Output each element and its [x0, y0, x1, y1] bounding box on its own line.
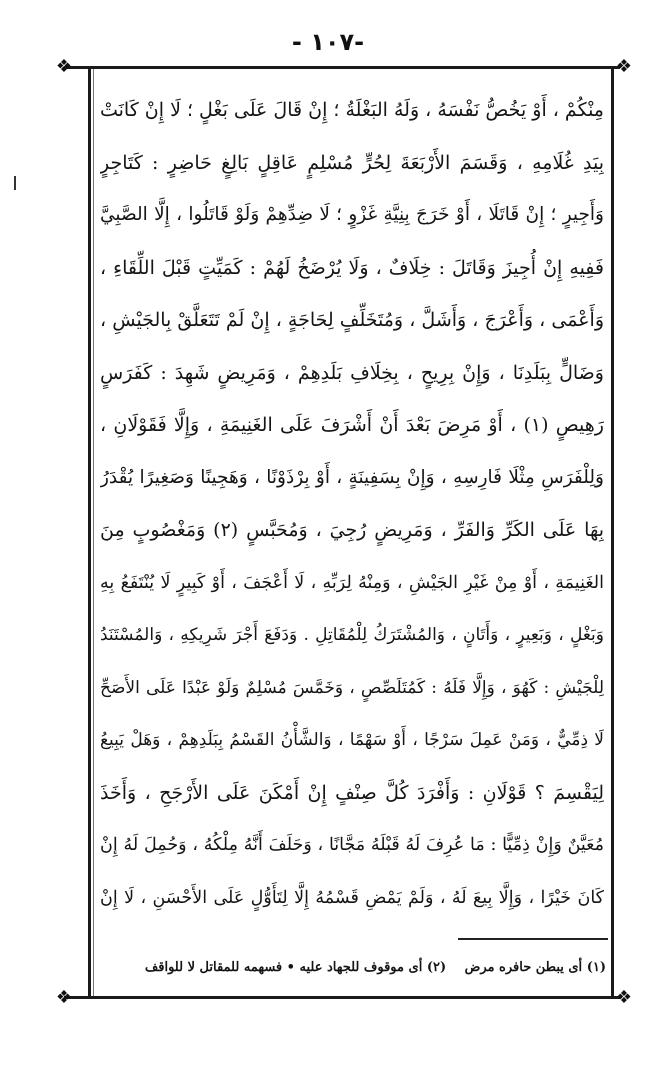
text-line: بِيَدِ غُلَامِهِ ، وَقَسَمَ الأَرْبَعَةَ لِحُرٍّ مُسْلِمٍ عَاقِلٍ بَالِغٍ حَاضِرٍ : كَتَاجِرٍ	[100, 151, 604, 174]
text-line: وَبَغْلٍ ، وَبَعِيرٍ ، وَأَتَانٍ ، وَالمُشْتَرَكُ لِلْمُقَاتِلِ . وَدَفَعَ أَجْرَ شَرِيكِهِ ، وَالمُسْتَنَدُ	[100, 625, 604, 645]
footnote-2: (٢) أى موقوف للجهاد عليه • فسهمه للمقاتل لا للواقف	[144, 960, 447, 975]
frame-bottom-rule	[64, 996, 620, 999]
text-line: لِيَقْسِمَ ؟ قَوْلَانِ : وَأَفْرَدَ كُلَّ صِنْفٍ إِنْ أَمْكَنَ عَلَى الأَرْجَحِ ، وَأَخَذَ	[100, 781, 604, 804]
corner-ornament-icon: ❖	[615, 56, 633, 77]
text-line: كَانَ خَيْرًا ، وَإِلَّا بِيعَ لَهُ ، وَلَمْ يَمْضِ قَسْمُهُ إِلَّا لِتَأَوُّلٍ عَلَى الأَحْسَنِ ، لَا إِنْ	[100, 887, 604, 908]
text-line: وَأَعْمَى ، وَأَعْرَجَ ، وَأَشَلَّ ، وَمُتَخَلِّفٍ لِحَاجَةٍ ، إِنْ لَمْ تَتَعَلَّقْ بِالجَيْشِ ،	[100, 309, 604, 331]
text-line: وَأَجِيرٍ ؛ إِنْ قَاتَلَا ، أَوْ خَرَجَ بِنِيَّةِ غَزْوٍ ؛ لَا ضِدِّهِمْ وَلَوْ قَاتَلُوا ، إِلَّا الصَّبِيَّ	[100, 204, 604, 225]
text-line: بِهَا عَلَى الكَرِّ وَالفَرِّ ، وَمَرِيضٍ رُجِيَ ، وَمُحَبَّسٍ (٢) وَمَغْصُوبٍ مِنَ	[100, 519, 604, 541]
text-line: لَا ذِمِّيٌّ ، وَمَنْ عَمِلَ سَرْجًا ، أَوْ سَهْمًا ، وَالشَّأْنُ القَسْمُ بِبَلَدِهِمْ ، وَهَلْ يَبِيعُ	[100, 730, 604, 750]
text-line: مِنْكُمْ ، أَوْ يَخُصُّ نَفْسَهُ ، وَلَهُ البَغْلَةُ ؛ إِنْ قَالَ عَلَى بَغْلٍ ؛ لَا إِنْ كَانَتْ	[100, 99, 604, 121]
text-line: الغَنِيمَةِ ، أَوْ مِنْ غَيْرِ الجَيْشِ ، وَمِنْهُ لِرَبِّهِ ، لَا أَعْجَفَ ، أَوْ كَبِيرٍ لَا يُنْتَفَعُ بِهِ	[100, 572, 604, 593]
frame-top-rule	[64, 66, 620, 69]
margin-mark	[14, 176, 16, 190]
text-line: رَهِيصٍ (١) ، أَوْ مَرِضَ بَعْدَ أَنْ أَشْرَفَ عَلَى الغَنِيمَةِ ، وَإِلَّا فَقَوْلَانِ ،	[100, 414, 604, 436]
body-text	[100, 84, 604, 924]
corner-ornament-icon: ❖	[55, 987, 73, 1008]
text-line: وَلِلْفَرَسِ مِثْلَا فَارِسِهِ ، وَإِنْ بِسَفِينَةٍ ، أَوْ بِرْذَوْنًا ، وَهَجِينًا وَصَغِيرًا يُقْدَرُ	[100, 466, 604, 488]
text-line: لِلْجَيْشِ : كَهُوَ ، وَإِلَّا فَلَهُ : كَمُتَلَصِّصٍ ، وَخَمَّسَ مُسْلِمٌ وَلَوْ عَبْدًا عَلَى الأَصَحِّ	[100, 677, 604, 698]
footnote-1: (١) أى يبطن حافره مرض	[464, 960, 606, 975]
corner-ornament-icon: ❖	[615, 987, 633, 1008]
page-number: - ١٠٧-	[291, 28, 365, 56]
text-line: مُعَيَّنٌ وَإِنْ ذِمِّيًّا : مَا عُرِفَ لَهُ قَبْلَهُ مَجَّانًا ، وَحَلَفَ أَنَّهُ مِلْكُهُ ، وَحُمِلَ لَهُ إِنْ	[100, 835, 604, 855]
frame-right-rule	[611, 68, 614, 998]
footnote-separator	[458, 938, 608, 940]
text-line: وَضَالٍّ بِبَلَدِنَا ، وَإِنْ بِرِيحٍ ، بِخِلَافِ بَلَدِهِمْ ، وَمَرِيضٍ شَهِدَ : كَفَرَسٍ	[100, 361, 604, 384]
frame-left-rule	[88, 68, 91, 998]
corner-ornament-icon: ❖	[55, 56, 73, 77]
footnotes	[100, 955, 606, 981]
text-line: فَفِيهِ إِنْ أُجِيزَ وَقَاتَلَ : خِلَافٌ ، وَلَا يُرْضَخُ لَهُمْ : كَمَيِّتٍ قَبْلَ اللِّقَاءِ ،	[100, 256, 604, 279]
frame-left-inner-rule	[93, 68, 94, 998]
